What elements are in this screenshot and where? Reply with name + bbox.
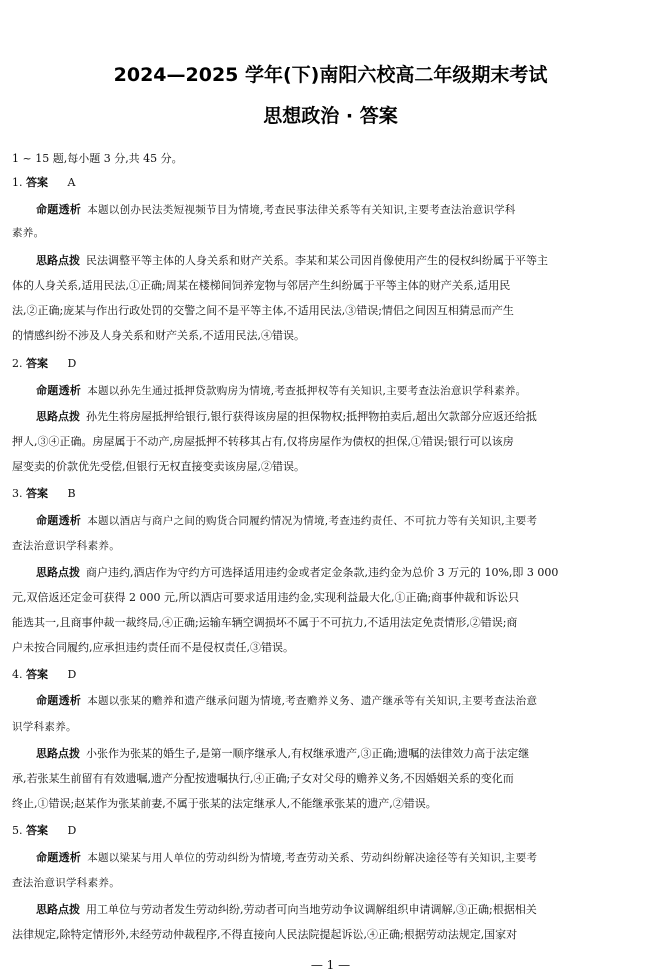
hint-line: 能选其一,且商事仲裁一裁终局,④正确;运输车辆空调损坏不属于不可抗力,不适用法定免责情形,②错误;商	[12, 616, 518, 629]
hint-text: 民法调整平等主体的人身关系和财产关系。李某和某公司因肖像使用产生的侵权纠纷属于平等主	[86, 254, 548, 267]
analysis-text: 本题以梁某与用人单位的劳动纠纷为情境,考查劳动关系、劳动纠纷解决途径等有关知识,主要考	[87, 852, 538, 864]
answer-value: D	[67, 824, 77, 837]
hint-line	[36, 566, 648, 580]
hint-label: 思路点拨	[36, 410, 80, 423]
question-number: 4.	[12, 668, 23, 681]
hint-label: 思路点拨	[36, 566, 80, 579]
answer-line	[12, 176, 648, 190]
analysis-line	[36, 851, 648, 865]
answer-line	[12, 824, 648, 838]
answer-line	[12, 357, 648, 371]
question-number: 2.	[12, 357, 23, 370]
answer-label: 答案	[26, 824, 48, 837]
analysis-line: 查法治意识学科素养。	[12, 540, 120, 552]
answer-label: 答案	[26, 668, 48, 681]
hint-line	[36, 747, 648, 761]
analysis-line: 素养。	[12, 227, 45, 239]
analysis-label: 命题透析	[36, 851, 82, 864]
exam-subtitle: 思想政治 · 答案	[263, 105, 398, 127]
question-number: 5.	[12, 824, 23, 837]
hint-line: 的情感纠纷不涉及人身关系和财产关系,不适用民法,④错误。	[12, 329, 305, 342]
answer-value: B	[67, 487, 76, 500]
analysis-line	[36, 514, 648, 528]
answer-label: 答案	[26, 176, 48, 189]
analysis-label: 命题透析	[36, 694, 82, 707]
exam-title: 2024—2025 学年(下)南阳六校高二年级期末考试	[113, 64, 548, 86]
hint-text: 用工单位与劳动者发生劳动纠纷,劳动者可向当地劳动争议调解组织申请调解,③正确;根据相关	[86, 903, 537, 916]
analysis-label: 命题透析	[36, 203, 82, 216]
page-number: — 1 —	[310, 958, 351, 972]
hint-label: 思路点拨	[36, 903, 80, 916]
analysis-text: 本题以创办民法类短视频节目为情境,考查民事法律关系等有关知识,主要考查法治意识学科	[87, 204, 516, 216]
answer-line	[12, 487, 648, 501]
hint-line: 终止,①错误;赵某作为张某前妻,不属于张某的法定继承人,不能继承张某的遗产,②错误。	[12, 797, 437, 810]
answer-label: 答案	[26, 487, 48, 500]
hint-line	[36, 903, 648, 917]
hint-line: 体的人身关系,适用民法,①正确;周某在楼梯间饲养宠物与邻居产生纠纷属于平等主体的财产关系,适用民	[12, 279, 511, 292]
analysis-line	[36, 384, 648, 398]
hint-line: 承,若张某生前留有有效遗嘱,遗产分配按遗嘱执行,④正确;子女对父母的赡养义务,不因婚姻关系的变化而	[12, 772, 514, 785]
question-number: 3.	[12, 487, 23, 500]
hint-line	[36, 254, 648, 268]
hint-line	[36, 410, 648, 424]
hint-label: 思路点拨	[36, 254, 80, 267]
hint-line: 法律规定,除特定情形外,未经劳动仲裁程序,不得直接向人民法院提起诉讼,④正确;根据劳动法规定,国家对	[12, 928, 518, 941]
analysis-line: 识学科素养。	[12, 721, 77, 733]
question-number: 1.	[12, 176, 23, 189]
hint-line: 户未按合同履约,应承担违约责任而不是侵权责任,③错误。	[12, 641, 294, 654]
analysis-label: 命题透析	[36, 514, 82, 527]
analysis-line: 查法治意识学科素养。	[12, 877, 120, 889]
analysis-text: 本题以酒店与商户之间的购货合同履约情况为情境,考查违约责任、不可抗力等有关知识,主要考	[87, 515, 538, 527]
analysis-label: 命题透析	[36, 384, 82, 397]
hint-line: 元,双倍返还定金可获得 2 000 元,所以酒店可要求适用违约金,实现利益最大化,①正确;商事仲裁和诉讼只	[12, 591, 520, 604]
scoring-intro: 1 ~ 15 题,每小题 3 分,共 45 分。	[12, 152, 183, 165]
hint-line: 法,②正确;庞某与作出行政处罚的交警之间不是平等主体,不适用民法,③错误;情侣之间因互相猜忌而产生	[12, 304, 514, 317]
hint-label: 思路点拨	[36, 747, 80, 760]
answer-line	[12, 668, 648, 682]
analysis-line	[36, 694, 648, 708]
hint-text: 孙先生将房屋抵押给银行,银行获得该房屋的担保物权;抵押物拍卖后,超出欠款部分应返还给抵	[86, 410, 537, 423]
answer-value: D	[67, 357, 77, 370]
answer-value: A	[67, 176, 76, 189]
analysis-text: 本题以张某的赡养和遗产继承问题为情境,考查赡养义务、遗产继承等有关知识,主要考查法治意	[87, 695, 538, 707]
analysis-text: 本题以孙先生通过抵押贷款购房为情境,考查抵押权等有关知识,主要考查法治意识学科素养。	[87, 385, 527, 397]
answer-label: 答案	[26, 357, 48, 370]
hint-text: 商户违约,酒店作为守约方可选择适用违约金或者定金条款,违约金为总价 3 万元的 10%,即 3 000	[86, 566, 559, 579]
hint-line: 押人,③④正确。房屋属于不动产,房屋抵押不转移其占有,仅将房屋作为债权的担保,①错误;银行可以该房	[12, 435, 514, 448]
hint-text: 小张作为张某的婚生子,是第一顺序继承人,有权继承遗产,③正确;遗嘱的法律效力高于法定继	[86, 747, 530, 760]
hint-line: 屋变卖的价款优先受偿,但银行无权直接变卖该房屋,②错误。	[12, 460, 305, 473]
answer-value: D	[67, 668, 77, 681]
analysis-line	[36, 203, 648, 217]
